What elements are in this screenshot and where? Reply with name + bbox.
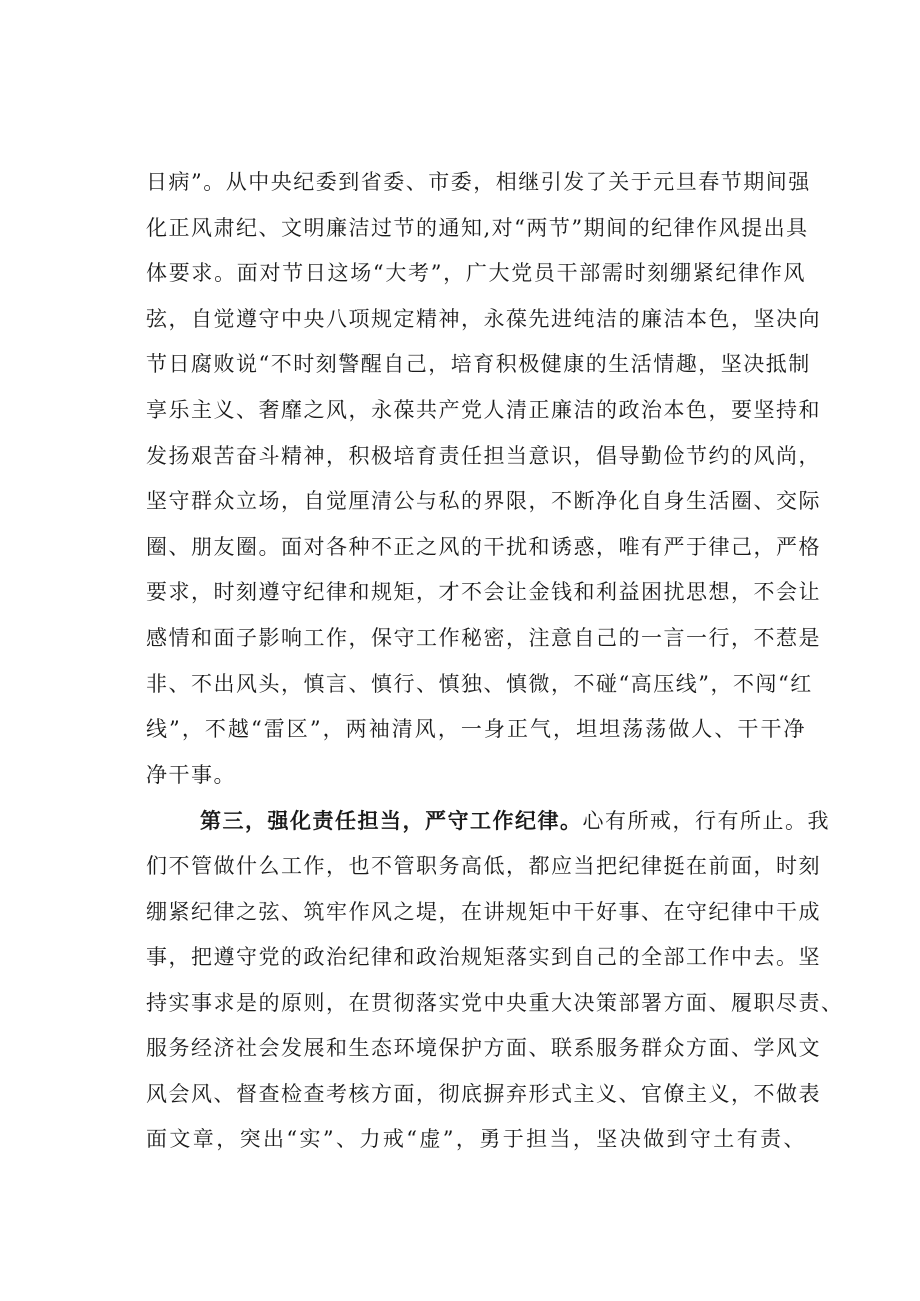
text-line: 享乐主义、奢靡之风，永葆共产党人清正廉洁的政治本色，要坚持和	[146, 397, 821, 422]
text-line: 面文章，突出“实”、力戒“虚”，勇于担当，坚决做到守土有责、	[146, 1127, 806, 1152]
text-line: 日病”。从中央纪委到省委、市委，相继引发了关于元旦春节期间强	[146, 170, 811, 194]
text-line: 们不管做什么工作，也不管职务高低，都应当把纪律挺在前面，时刻	[146, 853, 821, 878]
text-line: 节日腐败说“不时刻警醒自己，培育积极健康的生活情趣，坚决抵制	[146, 352, 811, 377]
text-line: 化正风肃纪、文明廉洁过节的通知,对“两节”期间的纪律作风提出具	[146, 215, 809, 240]
text-line: 圈、朋友圈。面对各种不正之风的干扰和诱惑，唯有严于律己，严格	[146, 534, 821, 559]
body-text	[146, 160, 844, 1163]
heading-line-rest: 心有所戒，行有所止。我	[582, 809, 830, 834]
text-line: 坚守群众立场，自觉厘清公与私的界限，不断净化自身生活圈、交际	[146, 489, 821, 514]
section-heading: 第三，强化责任担当，严守工作纪律。	[200, 808, 583, 834]
text-line: 体要求。面对节日这场“大考”，广大党员干部需时刻绷紧纪律作风	[146, 261, 806, 286]
text-line: 非、不出风头，慎言、慎行、慎独、慎微，不碰“高压线”，不闯“红	[146, 671, 813, 696]
paragraph-heading-line	[146, 798, 830, 844]
text-line: 感情和面子影响工作，保守工作秘密，注意自己的一言一行，不惹是	[146, 625, 821, 650]
text-line: 持实事求是的原则，在贯彻落实党中央重大决策部署方面、履职尽责、	[146, 990, 844, 1015]
text-line: 服务经济社会发展和生态环境保护方面、联系服务群众方面、学风文	[146, 1036, 821, 1061]
text-line: 线”，不越“雷区”，两袖清风，一身正气，坦坦荡荡做人、干干净	[146, 717, 806, 742]
text-line: 事，把遵守党的政治纪律和政治规矩落实到自己的全部工作中去。坚	[146, 945, 821, 970]
text-line: 净干事。	[146, 762, 236, 787]
text-line: 绷紧纪律之弦、筑牢作风之堤，在讲规矩中干好事、在守纪律中干成	[146, 899, 821, 924]
text-line: 要求，时刻遵守纪律和规矩，才不会让金钱和利益困扰思想，不会让	[146, 580, 821, 605]
text-line: 风会风、督查检查考核方面，彻底摒弃形式主义、官僚主义，不做表	[146, 1081, 821, 1106]
text-line: 弦，自觉遵守中央八项规定精神，永葆先进纯洁的廉洁本色，坚决向	[146, 306, 821, 331]
text-line: 发扬艰苦奋斗精神，积极培育责任担当意识，倡导勤俭节约的风尚，	[146, 443, 821, 468]
